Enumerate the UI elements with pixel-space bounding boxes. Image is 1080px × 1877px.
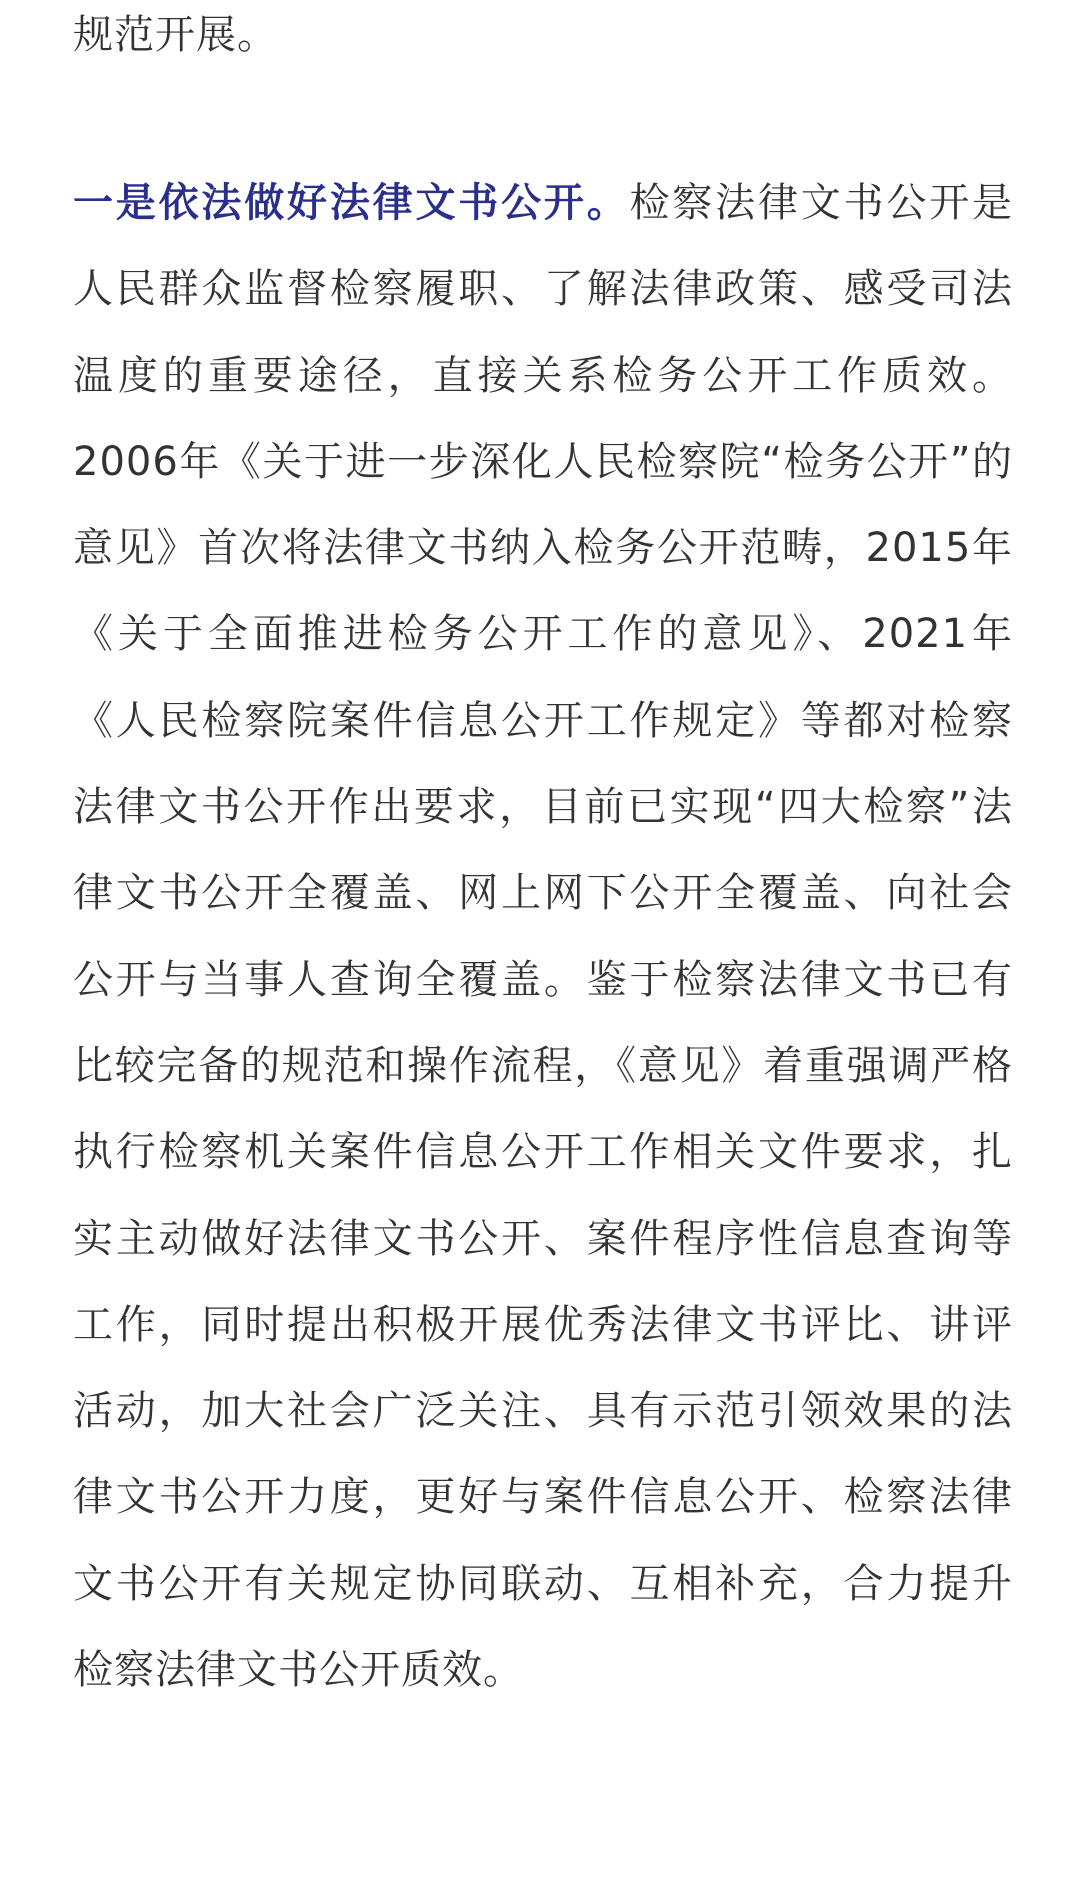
paragraph-legal-documents-disclosure: [73, 160, 1013, 1713]
article-content: [73, 0, 1014, 1694]
paragraph-lead-heading: 一是依法做好法律文书公开。: [73, 180, 630, 226]
previous-paragraph-tail: 规范开展。: [73, 12, 278, 58]
paragraph-body-text: 检察法律文书公开是人民群众监督检察履职、了解法律政策、感受司法温度的重要途径，直接关系检务公开工作质效。2006年《关于进一步深化人民检察院“检务公开”的意见》首次将法律文书纳入检务公开范畴，2015年《关于全面推进检务公开工作的意见》、2021年《人民检察院案件信息公开工作规定》等都对检察法律文书公开作出要求，目前已实现“四大检察”法律文书公开全覆盖、网上网下公开全覆盖、向社会公开与当事人查询全覆盖。鉴于检察法律文书已有比较完备的规范和操作流程，《意见》着重强调严格执行检察机关案件信息公开工作相关文件要求，扎实主动做好法律文书公开、案件程序性信息查询等工作，同时提出积极开展优秀法律文书评比、讲评活动，加大社会广泛关注、具有示范引领效果的法律文书公开力度，更好与案件信息公开、检察法律文书公开有关规定协同联动、互相补充，合力提升检察法律文书公开质效。: [73, 180, 1014, 1694]
